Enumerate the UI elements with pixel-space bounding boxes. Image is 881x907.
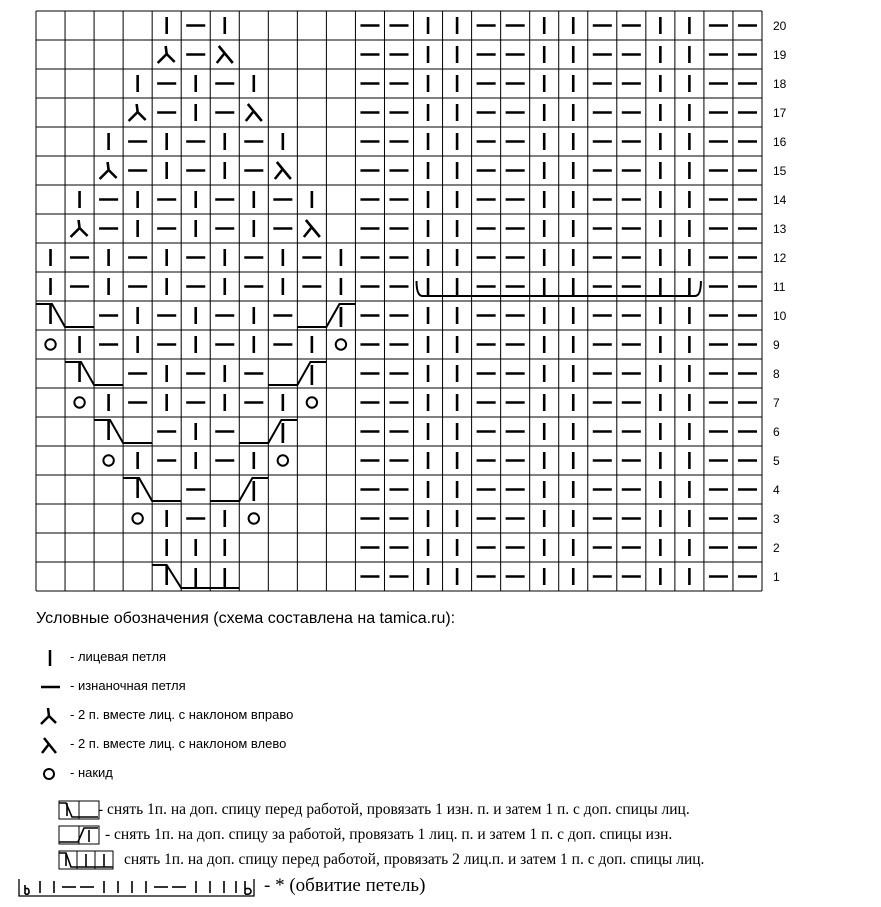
row-number-label: 8 — [773, 367, 780, 381]
yarn-over-symbol — [278, 455, 288, 465]
knit-icon — [36, 647, 66, 669]
row-number-label: 6 — [773, 425, 780, 439]
yarn-over-symbol — [103, 455, 113, 465]
legend-label-k2tog-left: - 2 п. вместе лиц. с наклоном влево — [70, 736, 287, 751]
row-number-label: 4 — [773, 483, 780, 497]
row-number-label: 18 — [773, 77, 787, 91]
yarn-over-symbol — [132, 513, 142, 523]
yarn-over-symbol — [74, 397, 84, 407]
row-number-label: 10 — [773, 309, 787, 323]
yarn-over-icon — [36, 763, 66, 785]
row-number-label: 9 — [773, 338, 780, 352]
legend-cable-front-purl — [58, 800, 878, 822]
cable-front-2knit-icon — [58, 850, 118, 872]
yarn-over-symbol — [45, 339, 55, 349]
legend-label-k2tog-right: - 2 п. вместе лиц. с наклоном вправо — [70, 707, 294, 722]
row-number-label: 14 — [773, 193, 787, 207]
k2tog-left-symbol — [246, 104, 262, 121]
legend-label-cable-front-purl: - снять 1п. на доп. спицу перед работой, провязать 1 изн. п. и затем 1 п. с доп. спицы лиц. — [98, 801, 690, 818]
k2tog-right-symbol — [100, 162, 117, 179]
row-number-label: 13 — [773, 222, 787, 236]
wrap-stitches-icon — [16, 875, 261, 901]
k2tog-right-symbol — [129, 104, 146, 121]
legend-cable-back-knit — [58, 825, 878, 847]
yarn-over-symbol — [336, 339, 346, 349]
legend-wrap-stitches — [16, 875, 616, 897]
legend-label-wrap-stitches: - * (обвитие петель) — [264, 875, 426, 896]
k2tog-right-icon — [36, 705, 66, 727]
yarn-over-symbol — [307, 397, 317, 407]
purl-icon — [36, 676, 66, 698]
legend-label-purl: - изнаночная петля — [70, 678, 186, 693]
legend-title: Условные обозначения (схема составлена на tamica.ru): — [36, 610, 456, 627]
row-number-label: 7 — [773, 396, 780, 410]
row-number-label: 20 — [773, 19, 787, 33]
legend-label-cable-back-knit: - снять 1п. на доп. спицу за работой, провязать 1 лиц. п. и затем 1 п. с доп. спицы изн. — [105, 826, 673, 843]
row-number-label: 12 — [773, 251, 787, 265]
k2tog-left-icon — [36, 734, 66, 756]
legend-label-yarn-over: - накид — [70, 765, 113, 780]
row-number-label: 11 — [773, 280, 786, 294]
row-number-label: 16 — [773, 135, 787, 149]
row-number-label: 19 — [773, 48, 787, 62]
legend-label-knit: - лицевая петля — [70, 649, 167, 664]
k2tog-left-symbol — [304, 220, 320, 237]
legend-label-cable-front-2knit: снять 1п. на доп. спицу перед работой, провязать 2 лиц.п. и затем 1 п. с доп. спицы лиц. — [124, 851, 705, 868]
row-number-label: 5 — [773, 454, 780, 468]
row-number-label: 1 — [773, 570, 780, 584]
k2tog-right-symbol — [158, 46, 175, 63]
yarn-over-symbol — [249, 513, 259, 523]
row-number-label: 3 — [773, 512, 780, 526]
row-number-label: 17 — [773, 106, 787, 120]
row-number-label: 2 — [773, 541, 780, 555]
row-number-label: 15 — [773, 164, 787, 178]
k2tog-left-symbol — [217, 46, 233, 63]
k2tog-right-symbol — [71, 220, 88, 237]
legend-cable-front-2knit — [58, 850, 878, 872]
k2tog-left-symbol — [275, 162, 291, 179]
